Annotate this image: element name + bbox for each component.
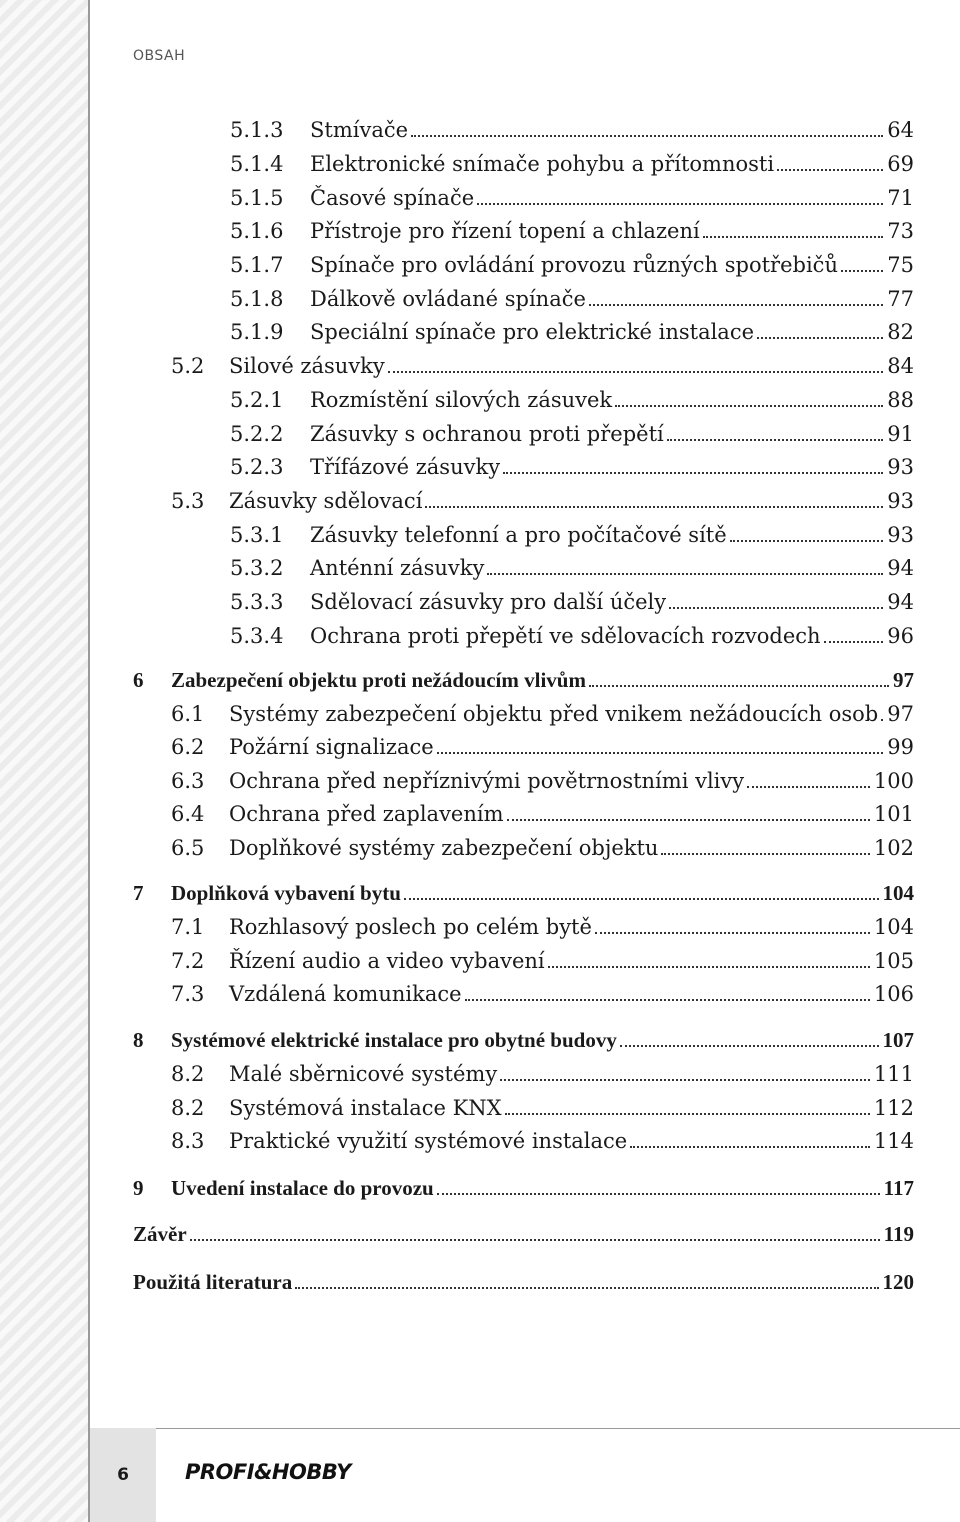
- toc-entry-page: 88: [887, 388, 914, 412]
- toc-leader-dots: [589, 685, 889, 687]
- toc-entry: [230, 590, 914, 622]
- toc-entry: [171, 1096, 914, 1128]
- toc-entry: [230, 320, 914, 352]
- toc-entry-page: 96: [887, 624, 914, 648]
- toc-entry-number: 7.1: [171, 915, 205, 939]
- toc-entry-page: 97: [887, 702, 914, 726]
- toc-entry-title: Časové spínače: [310, 186, 475, 210]
- toc-leader-dots: [465, 999, 870, 1001]
- page-number: 6: [117, 1465, 129, 1485]
- toc-entry-title: Speciální spínače pro elektrické instalace: [310, 320, 755, 344]
- toc-entry-page: 107: [882, 1028, 914, 1052]
- toc-leader-dots: [437, 1193, 880, 1195]
- toc-entry-number: 8.2: [171, 1062, 205, 1086]
- toc-leader-dots: [595, 932, 870, 934]
- toc-leader-dots: [661, 853, 869, 855]
- toc-entry-page: 99: [887, 735, 914, 759]
- page-margin-stripe: [0, 0, 88, 1522]
- toc-entry-title: Dálkově ovládané spínače: [310, 287, 586, 311]
- toc-entry: [230, 253, 914, 285]
- toc-entry-number: 8: [133, 1028, 144, 1052]
- toc-entry-title: Systémy zabezpečení objektu před vnikem nežádoucích osob: [229, 702, 879, 726]
- toc-leader-dots: [507, 819, 870, 821]
- toc-entry-number: 5.3.1: [230, 523, 284, 547]
- toc-entry-page: 64: [887, 118, 914, 142]
- toc-entry-title: Zásuvky s ochranou proti přepětí: [310, 422, 664, 446]
- toc-leader-dots: [669, 607, 883, 609]
- toc-entry-title: Stmívače: [310, 118, 409, 142]
- toc-entry-page: 73: [887, 219, 914, 243]
- toc-entry-title: Zabezpečení objektu proti nežádoucím vlivům: [171, 668, 586, 692]
- toc-entry-page: 93: [887, 489, 914, 513]
- toc-entry-title: Zásuvky telefonní a pro počítačové sítě: [310, 523, 727, 547]
- toc-leader-dots: [190, 1239, 880, 1241]
- toc-entry-title: Sdělovací zásuvky pro další účely: [310, 590, 667, 614]
- toc-entry-title: Doplňkové systémy zabezpečení objektu: [229, 836, 659, 860]
- toc-entry: [171, 802, 914, 834]
- toc-entry-title: Závěr: [133, 1222, 187, 1246]
- toc-entry-number: 5.2.1: [230, 388, 284, 412]
- toc-leader-dots: [841, 270, 883, 272]
- toc-entry: [171, 489, 914, 521]
- toc-entry: [230, 219, 914, 251]
- toc-leader-dots: [425, 506, 883, 508]
- toc-entry-title: Malé sběrnicové systémy: [229, 1062, 498, 1086]
- toc-entry-number: 5.3.2: [230, 556, 284, 580]
- toc-leader-dots: [703, 236, 884, 238]
- toc-entry-page: 119: [883, 1222, 914, 1246]
- toc-entry-page: 82: [887, 320, 914, 344]
- toc-entry-title: Praktické využití systémové instalace: [229, 1129, 628, 1153]
- toc-entry-title: Třífázové zásuvky: [310, 455, 501, 479]
- toc-leader-dots: [295, 1287, 878, 1289]
- footer-rule: [88, 1428, 960, 1429]
- toc-entry-number: 9: [133, 1176, 144, 1200]
- toc-entry-number: 5.2.3: [230, 455, 284, 479]
- publisher-logo: PROFI&HOBBY: [185, 1460, 351, 1484]
- toc-entry-number: 5.1.9: [230, 320, 284, 344]
- toc-entry-number: 5.1.3: [230, 118, 284, 142]
- toc-leader-dots: [411, 135, 883, 137]
- toc-entry-page: 105: [873, 949, 914, 973]
- toc-leader-dots: [548, 966, 870, 968]
- toc-entry-number: 6.1: [171, 702, 205, 726]
- toc-entry: [171, 982, 914, 1014]
- toc-entry: [133, 1222, 914, 1254]
- toc-entry: [133, 1270, 914, 1302]
- toc-entry-title: Požární signalizace: [229, 735, 434, 759]
- toc-entry-number: 5.2.2: [230, 422, 284, 446]
- toc-leader-dots: [500, 1079, 870, 1081]
- toc-entry-page: 111: [873, 1062, 914, 1086]
- toc-entry-number: 6.3: [171, 769, 205, 793]
- toc-entry-title: Ochrana před nepříznivými povětrnostními vlivy: [229, 769, 745, 793]
- toc-entry-page: 101: [873, 802, 914, 826]
- toc-entry-number: 5.2: [171, 354, 205, 378]
- toc-leader-dots: [589, 304, 883, 306]
- toc-entry: [230, 186, 914, 218]
- toc-leader-dots: [505, 1113, 870, 1115]
- toc-leader-dots: [615, 405, 883, 407]
- toc-entry: [171, 735, 914, 767]
- toc-entry-number: 5.3: [171, 489, 205, 513]
- toc-entry-title: Rozhlasový poslech po celém bytě: [229, 915, 592, 939]
- toc-entry-page: 77: [887, 287, 914, 311]
- toc-entry-page: 102: [873, 836, 914, 860]
- toc-entry-page: 71: [887, 186, 914, 210]
- toc-leader-dots: [404, 898, 879, 900]
- toc-entry: [230, 287, 914, 319]
- toc-entry-page: 114: [873, 1129, 914, 1153]
- toc-entry-number: 7: [133, 881, 144, 905]
- toc-entry-title: Přístroje pro řízení topení a chlazení: [310, 219, 700, 243]
- toc-entry-page: 120: [882, 1270, 914, 1294]
- toc-leader-dots: [667, 439, 884, 441]
- toc-entry-title: Doplňková vybavení bytu: [171, 881, 401, 905]
- toc-entry: [171, 949, 914, 981]
- toc-entry-page: 117: [883, 1176, 914, 1200]
- toc-leader-dots: [477, 203, 883, 205]
- toc-entry: [171, 702, 914, 734]
- toc-entry: [230, 624, 914, 656]
- toc-entry-number: 6.4: [171, 802, 205, 826]
- toc-entry: [171, 1062, 914, 1094]
- toc-entry: [171, 354, 914, 386]
- toc-entry-number: 8.3: [171, 1129, 205, 1153]
- margin-rule: [88, 0, 90, 1522]
- toc-entry-page: 104: [882, 881, 914, 905]
- toc-entry-page: 75: [887, 253, 914, 277]
- toc-leader-dots: [437, 752, 884, 754]
- toc-entry-title: Ochrana proti přepětí ve sdělovacích rozvodech: [310, 624, 821, 648]
- toc-entry-title: Vzdálená komunikace: [229, 982, 462, 1006]
- toc-leader-dots: [503, 472, 883, 474]
- toc-leader-dots: [620, 1045, 879, 1047]
- toc-entry: [230, 556, 914, 588]
- toc-leader-dots: [388, 371, 883, 373]
- toc-entry-page: 97: [893, 668, 914, 692]
- toc-entry-number: 5.1.8: [230, 287, 284, 311]
- section-label: OBSAH: [133, 48, 186, 64]
- toc-entry: [133, 1176, 914, 1208]
- toc-entry-title: Použitá literatura: [133, 1270, 293, 1294]
- toc-entry-number: 5.3.4: [230, 624, 284, 648]
- toc-entry-number: 5.1.4: [230, 152, 284, 176]
- toc-entry-number: 5.1.6: [230, 219, 284, 243]
- toc-entry-number: 5.3.3: [230, 590, 284, 614]
- toc-entry-title: Spínače pro ovládání provozu různých spotřebičů: [310, 253, 838, 277]
- toc-leader-dots: [757, 337, 883, 339]
- toc-entry-title: Zásuvky sdělovací: [229, 489, 423, 513]
- toc-entry-title: Silové zásuvky: [229, 354, 385, 378]
- toc-leader-dots: [881, 719, 883, 721]
- toc-entry-page: 106: [873, 982, 914, 1006]
- toc-entry: [133, 1028, 914, 1060]
- toc-entry-title: Systémová instalace KNX: [229, 1096, 502, 1120]
- toc-leader-dots: [777, 169, 883, 171]
- toc-entry-title: Elektronické snímače pohybu a přítomnosti: [310, 152, 775, 176]
- toc-entry-page: 93: [887, 455, 914, 479]
- toc-entry: [230, 455, 914, 487]
- toc-entry-title: Řízení audio a video vybavení: [229, 949, 545, 973]
- toc-entry-page: 104: [873, 915, 914, 939]
- toc-entry-title: Systémové elektrické instalace pro obytné budovy: [171, 1028, 617, 1052]
- toc-entry-page: 84: [887, 354, 914, 378]
- toc-entry-title: Uvedení instalace do provozu: [171, 1176, 434, 1200]
- toc-leader-dots: [487, 573, 883, 575]
- toc-leader-dots: [730, 540, 884, 542]
- toc-entry-number: 6: [133, 668, 144, 692]
- toc-entry-page: 94: [887, 590, 914, 614]
- toc-entry-number: 7.2: [171, 949, 205, 973]
- toc-entry-number: 8.2: [171, 1096, 205, 1120]
- toc-entry: [171, 769, 914, 801]
- toc-leader-dots: [824, 641, 884, 643]
- toc-entry: [230, 388, 914, 420]
- toc-entry: [230, 523, 914, 555]
- toc-entry: [133, 881, 914, 913]
- toc-entry-number: 5.1.7: [230, 253, 284, 277]
- toc-entry-page: 100: [873, 769, 914, 793]
- toc-entry: [171, 836, 914, 868]
- toc-leader-dots: [630, 1146, 870, 1148]
- toc-entry-number: 7.3: [171, 982, 205, 1006]
- toc-entry: [230, 118, 914, 150]
- toc-entry-number: 5.1.5: [230, 186, 284, 210]
- toc-entry-page: 91: [887, 422, 914, 446]
- toc-entry-title: Ochrana před zaplavením: [229, 802, 504, 826]
- toc-entry-number: 6.5: [171, 836, 205, 860]
- toc-leader-dots: [747, 786, 870, 788]
- toc-entry: [171, 1129, 914, 1161]
- toc-entry: [171, 915, 914, 947]
- toc-entry-page: 93: [887, 523, 914, 547]
- toc-entry-page: 94: [887, 556, 914, 580]
- toc-entry-number: 6.2: [171, 735, 205, 759]
- toc-entry-page: 112: [873, 1096, 914, 1120]
- toc-entry-title: Rozmístění silových zásuvek: [310, 388, 613, 412]
- toc-entry: [230, 422, 914, 454]
- toc-entry: [230, 152, 914, 184]
- toc-entry: [133, 668, 914, 700]
- toc-entry-page: 69: [887, 152, 914, 176]
- toc-entry-title: Anténní zásuvky: [310, 556, 485, 580]
